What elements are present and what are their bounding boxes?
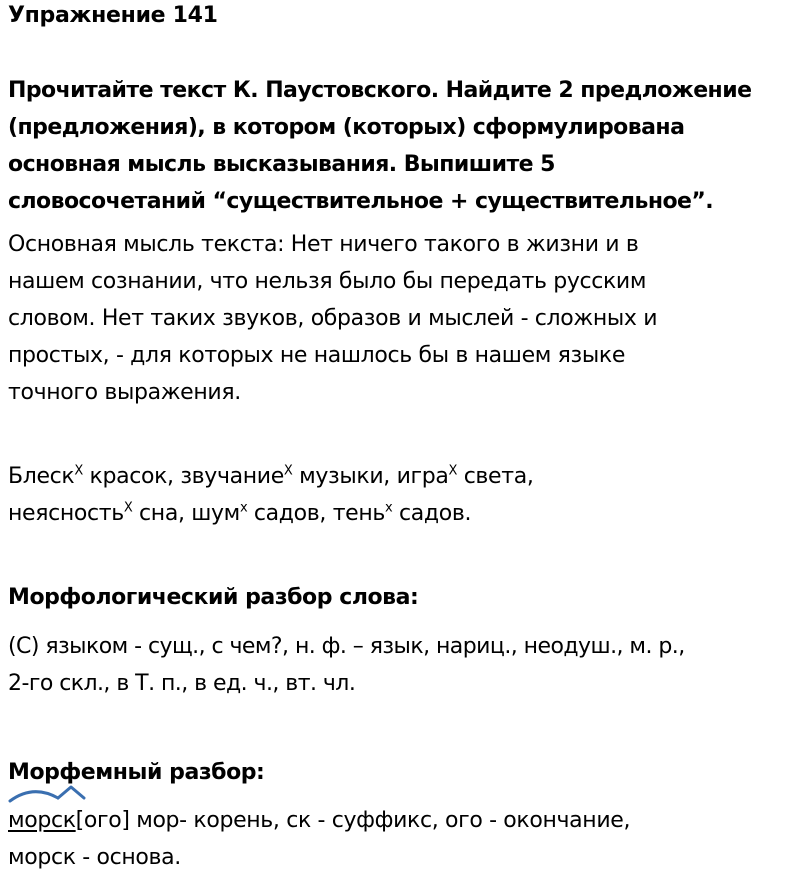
task-line: основная мысль высказывания. Выпишите 5 [8,152,555,177]
word-ending: [ого] [75,808,130,833]
morphological-heading: Морфологический разбор слова: [8,585,419,610]
task-text [8,72,800,220]
collocation-main-word: неясность [8,501,124,526]
task-line: (предложения), в котором (которых) сформулирована [8,115,685,140]
collocation-dependent: музыки, [292,464,397,489]
collocations-line [8,495,800,532]
collocations-paragraph [8,458,800,532]
root-arc [10,792,58,801]
main-thought-line: простых, - для которых не нашлось бы в нашем языке [8,343,626,368]
main-word-mark: X [283,463,293,479]
collocation-main-word: тень [332,501,385,526]
collocation-main-word: игра [396,464,449,489]
morphemic-paragraph [8,802,800,876]
morphological-line: (С) языком - сущ., с чем?, н. ф. – язык, нариц., неодуш., м. р., [8,634,685,659]
morphemic-line: морск - основа. [8,845,181,870]
collocations-line [8,458,800,495]
main-word-mark: X [448,463,458,479]
task-line: словосочетаний “существительное + существительное”. [8,189,714,214]
collocation-main-word: шум [191,501,240,526]
main-thought-line: точного выражения. [8,380,241,405]
morphological-paragraph [8,628,800,702]
root-arc-icon [8,782,98,804]
main-thought-line: нашем сознании, что нельзя было бы передать русским [8,269,647,294]
main-word-mark: X [74,463,83,479]
morphological-line: 2-го скл., в Т. п., в ед. ч., вт. чл. [8,671,356,696]
exercise-title: Упражнение 141 [8,3,218,28]
main-word-mark: X [123,500,133,516]
main-thought-paragraph [8,226,800,411]
main-word-mark: x [385,500,393,516]
collocation-main-word: Блеск [8,464,75,489]
collocation-main-word: звучание [180,464,284,489]
morphemic-heading: Морфемный разбор: [8,760,265,785]
collocation-dependent: света, [457,464,534,489]
main-thought-line: Основная мысль текста: Нет ничего такого в жизни и в [8,232,639,257]
collocation-dependent: садов. [392,501,472,526]
collocation-dependent: садов, [247,501,333,526]
morphemic-explanation: мор- корень, ск - суффикс, ого - окончание, [129,808,631,833]
morphemic-line [8,802,800,839]
main-thought-line: словом. Нет таких звуков, образов и мыслей - сложных и [8,306,658,331]
collocation-dependent: сна, [132,501,192,526]
task-line: Прочитайте текст К. Паустовского. Найдите 2 предложение [8,78,752,103]
main-word-mark: x [239,500,248,516]
collocation-dependent: красок, [82,464,181,489]
suffix-caret [58,787,84,798]
word-stem: морск [8,808,76,833]
